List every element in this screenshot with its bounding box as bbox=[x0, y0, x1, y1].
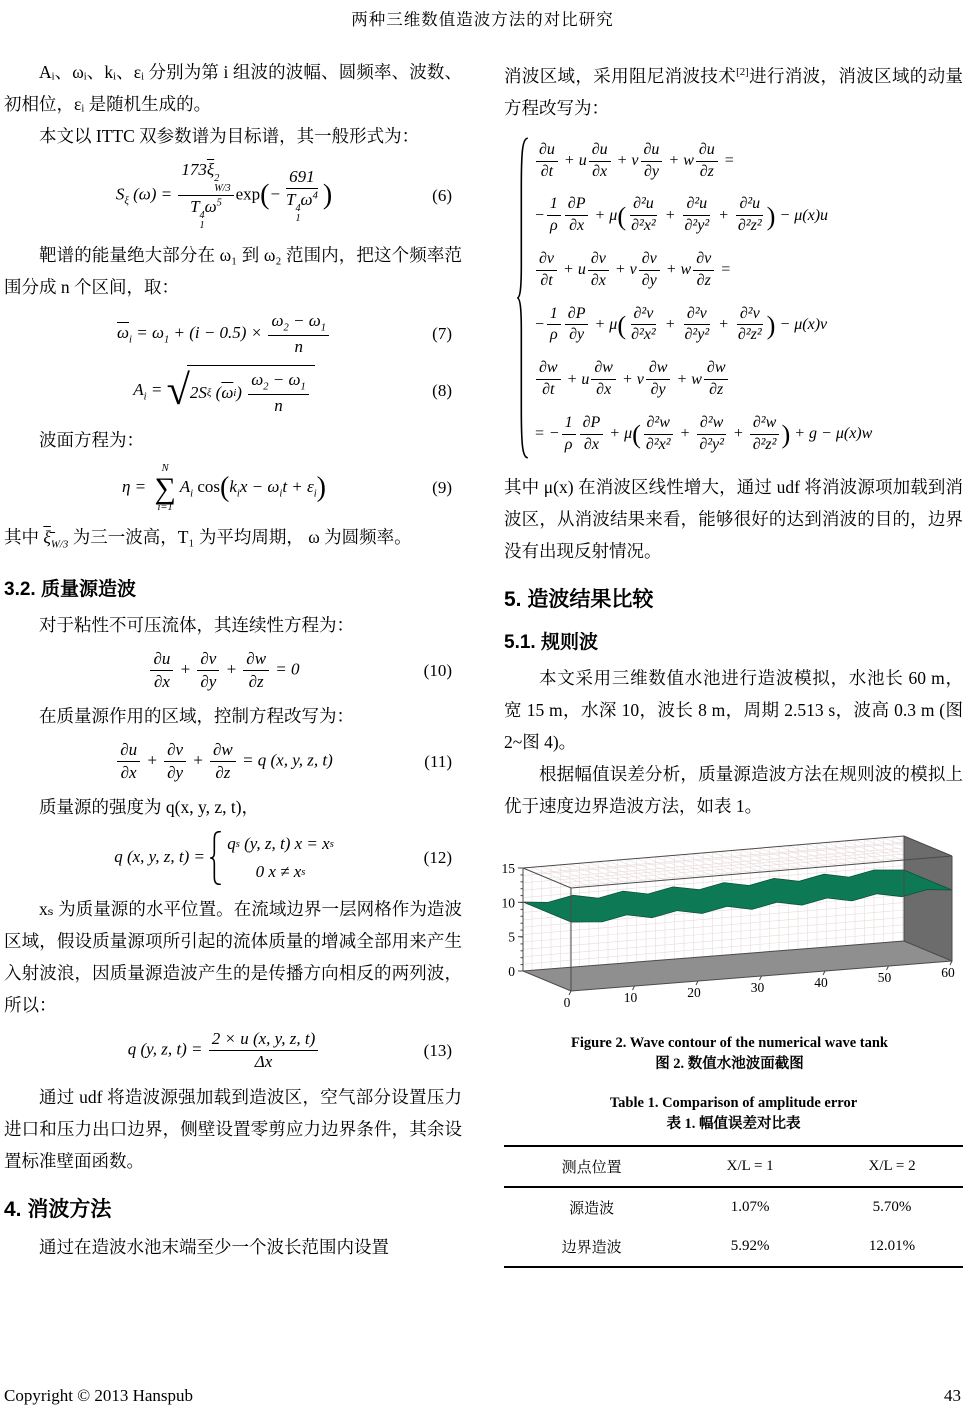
cell-source-wave: 源造波 bbox=[569, 1201, 615, 1218]
equation-12-math: q (x, y, z, t) = q s (y, z, t) x = x s 0 x ≠ x s bbox=[114, 830, 334, 886]
left-column bbox=[4, 56, 462, 1263]
page-number: 43 bbox=[944, 1386, 961, 1405]
cell-source-xl1: 1.07% bbox=[730, 1199, 770, 1216]
equation-10-math: $\frac{\partial u}{\partial x}$ + $\frac{\partial v}{\partial y}$ + $\frac{\partial w}{\partial z}$ = 0 bbox=[148, 648, 299, 693]
momentum-equation-system: ∂u ∂t + u ∂u ∂x + v ∂u ∂y + w $\frac{\partial u}{\partial z}$ = − $\frac{1}{\rho}$ ∂P ∂x + μ ( ∂²u ∂²x² + $\frac{\text{∂²u}}{\text{∂²y²}}$ + $\frac{\text{∂²u}}{\text{∂²z²}}$ ) − μ(x)u ∂v ∂t + u ∂v ∂x + v ∂v ∂y + w $\frac{\partial v}{\partial z}$ = − $\frac{1}{\rho}$ ∂P ∂y + μ ( ∂²v ∂²x² + $\frac{\text{∂²v}}{\text{∂²y²}}$ + $\frac{\text{∂²v}}{\text{∂²z²}}$ ) − μ(x)v ∂w ∂t + u ∂w ∂x + v ∂w ∂y + w ∂w ∂z = − $\frac{1}{\rho}$ ∂P ∂x + μ ( ∂²w ∂²x² + $\frac{\text{∂²w}}{\text{∂²y²}}$ + $\frac{\text{∂²w}}{\text{∂²z²}}$ ) + g − μ(x)w bbox=[516, 134, 963, 462]
col-header-xl2: X/L = 2 bbox=[821, 1146, 963, 1187]
svg-text:0: 0 bbox=[508, 964, 515, 980]
paragraph-mu-x: 其中 μ(x) 在消波区线性增大，通过 udf 将消波源项加载到消波区，从消波结果来看，能够很好的达到消波的目的，边界没有出现反射情况。 bbox=[504, 477, 963, 562]
cell-source-xl2: 5.70% bbox=[872, 1199, 912, 1216]
equation-8-math: $A_i$ = √ 2S ξ ( $\overline{\omega}$ i ) $\omega_2 - \omega_1$ n bbox=[133, 365, 314, 417]
paragraph-spectrum-energy: 靶谱的能量绝大部分在 ω₁ 到 ω₂ 范围内，把这个频率范围分成 n 个区间，取： bbox=[4, 245, 462, 298]
xi-bar-symbol: ξ̄ bbox=[43, 526, 51, 547]
amplitude-error-table bbox=[504, 1145, 963, 1268]
equation-11-number: (11) bbox=[424, 751, 452, 771]
paragraph-source-strength: 质量源的强度为 q(x, y, z, t)， bbox=[39, 797, 260, 818]
paragraph-surface-eq-intro: 波面方程为： bbox=[39, 430, 144, 451]
col-header-xl1: X/L = 1 bbox=[679, 1146, 821, 1187]
svg-text:20: 20 bbox=[687, 985, 701, 1001]
table-row bbox=[504, 1187, 963, 1227]
svg-text:10: 10 bbox=[501, 895, 515, 911]
col-header-location: 测点位置 bbox=[504, 1146, 679, 1187]
section-5-heading: 5. 造波结果比较 bbox=[504, 588, 654, 612]
figure-caption-zh: 图 2. 数值水池波面截图 bbox=[655, 1056, 804, 1073]
equation-12 bbox=[4, 830, 452, 886]
svg-text:0: 0 bbox=[563, 995, 571, 1011]
equation-9-number: (9) bbox=[432, 478, 452, 498]
y-axis-labels bbox=[502, 861, 516, 979]
right-column bbox=[501, 56, 964, 1268]
svg-text:40: 40 bbox=[814, 975, 828, 991]
svg-text:50: 50 bbox=[877, 970, 892, 986]
paragraph-udf-boundary: 通过 udf 将造波源强加载到造波区，空气部分设置压力进口和压力出口边界，侧壁设置零剪应力边界条件，其余设置标准壁面函数。 bbox=[4, 1086, 462, 1171]
equation-9 bbox=[4, 463, 452, 513]
xi-bar-subscript: W/3 bbox=[50, 538, 69, 550]
paragraph-damping-region: 消波区域，采用阻尼消波技术[2]进行消波，消波区域的动量方程改写为： bbox=[504, 65, 964, 118]
equation-13-number: (13) bbox=[423, 1040, 452, 1060]
paragraph-source-region: 在质量源作用的区域，控制方程改写为： bbox=[39, 706, 354, 727]
table-title-en: Table 1. Comparison of amplitude error bbox=[609, 1095, 858, 1112]
section-5-1-heading: 5.1. 规则波 bbox=[504, 632, 598, 654]
equation-6-number: (6) bbox=[432, 185, 452, 205]
equation-13-math: q (y, z, t) = $\frac{2 \times u (x, y, z, t)}{\Delta x}$ bbox=[128, 1028, 321, 1073]
paragraph-continuity-intro: 对于粘性不可压流体，其连续性方程为： bbox=[39, 615, 354, 635]
citation-2: [2] bbox=[736, 66, 749, 78]
section-4-heading: 4. 消波方法 bbox=[4, 1197, 112, 1221]
cell-boundary-xl2: 12.01% bbox=[868, 1238, 916, 1255]
svg-text:10: 10 bbox=[623, 990, 638, 1006]
equation-6-math: $S_\xi$ (ω) = $173\overline{\xi}$ 2 W/3 T 4 1 $\omega^5$ exp(− 691 T 4 1 $\omega^4$ ) bbox=[115, 160, 333, 232]
paragraph-source-position: xₛ 为质量源的水平位置。在流域边界一层网格作为造波区域，假设质量源项所引起的流体质量的增减全部用来产生入射波浪，因质量源造波产生的是传播方向相反的两列波，所以： bbox=[4, 899, 462, 1016]
equation-12-number: (12) bbox=[423, 848, 452, 868]
svg-text:30: 30 bbox=[750, 980, 765, 996]
equation-6 bbox=[4, 159, 452, 232]
paragraph-ittc-intro: 本文以 ITTC 双参数谱为目标谱，其一般形式为： bbox=[39, 126, 420, 146]
equation-11-math: $\frac{\partial u}{\partial x}$ + $\frac{\partial v}{\partial y}$ + $\frac{\partial w}{\partial z}$ = q (x, y, z, t) bbox=[115, 739, 333, 784]
table-header-row bbox=[504, 1146, 963, 1187]
equation-13 bbox=[4, 1028, 452, 1073]
paragraph-wave-params: Aᵢ、ωᵢ、kᵢ、εᵢ 分别为第 i 组波的波幅、圆频率、波数、初相位，εᵢ 是随机生成的。 bbox=[4, 62, 462, 114]
figure-caption-en: Figure 2. Wave contour of the numerical wave tank bbox=[571, 1035, 888, 1052]
cell-boundary-wave: 边界造波 bbox=[561, 1240, 622, 1257]
tank-end-face bbox=[904, 836, 952, 961]
equation-7-math: $\overline{\omega}_i = \omega_1 + (i - 0.5)$ × $\frac{\omega_2 - \omega_1}{n}$ bbox=[117, 310, 331, 358]
table-title-zh: 表 1. 幅值误差对比表 bbox=[666, 1116, 801, 1133]
svg-text:5: 5 bbox=[508, 930, 515, 946]
page-title: 两种三维数值造波方法的对比研究 bbox=[351, 10, 614, 29]
cell-boundary-xl1: 5.92% bbox=[730, 1238, 770, 1255]
equation-10 bbox=[4, 648, 452, 693]
equation-11 bbox=[4, 739, 452, 784]
paragraph-symbol-defs: 其中 $\xī_{W/3}$ 为三一波高，T₁ 为平均周期， ω 为圆频率。 bbox=[4, 526, 412, 550]
table-row bbox=[504, 1227, 963, 1267]
equation-9-math: η = N ∑ i=1 $A_i$ $\cos(k_ix - \omega_it + \varepsilon_i)$ bbox=[121, 463, 327, 513]
equation-8 bbox=[4, 365, 452, 417]
paragraph-tank-setup: 本文采用三维数值水池进行造波模拟，水池长 60 m，宽 15 m，水深 10，波长 8 m，周期 2.513 s，波高 0.3 m (图 2~图 4)。 bbox=[504, 668, 963, 753]
equation-10-number: (10) bbox=[423, 660, 452, 680]
figure-2-wave-tank bbox=[496, 828, 963, 1075]
section-3-2-heading: 3.2. 质量源造波 bbox=[4, 579, 136, 600]
equation-7-number: (7) bbox=[432, 324, 452, 344]
paragraph-damping-start: 通过在造波水池末端至少一个波长范围内设置 bbox=[39, 1236, 389, 1257]
svg-text:60: 60 bbox=[941, 965, 955, 981]
paragraph-error-analysis: 根据幅值误差分析，质量源造波方法在规则波的模拟上优于速度边界造波方法，如表 1。 bbox=[504, 764, 963, 817]
table-1-title bbox=[504, 1093, 963, 1135]
svg-text:15: 15 bbox=[501, 861, 515, 877]
equation-7 bbox=[4, 310, 452, 358]
equation-8-number: (8) bbox=[432, 381, 452, 401]
wave-tank-plot bbox=[496, 828, 963, 1020]
copyright-text: Copyright © 2013 Hanspub bbox=[4, 1386, 194, 1405]
